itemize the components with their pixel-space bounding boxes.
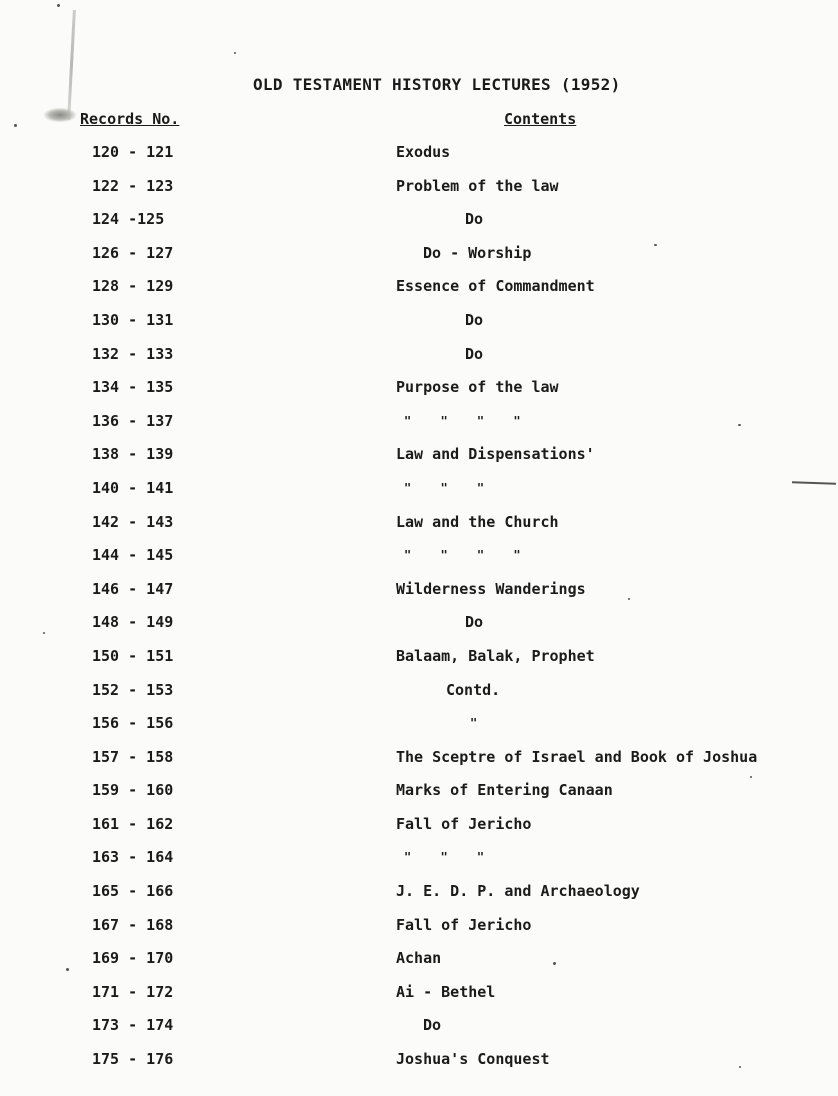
lecture-contents: " " " " bbox=[404, 548, 521, 563]
paper-speck bbox=[628, 598, 630, 600]
lecture-contents: Purpose of the law bbox=[396, 378, 559, 397]
lecture-contents: " " " bbox=[404, 850, 485, 865]
record-numbers: 159 - 160 bbox=[92, 781, 174, 800]
record-numbers: 152 - 153 bbox=[92, 680, 174, 699]
contents-column-header: Contents bbox=[504, 110, 577, 128]
list-item bbox=[0, 411, 838, 445]
list-item bbox=[0, 377, 838, 411]
record-numbers: 150 - 151 bbox=[92, 646, 174, 665]
lecture-contents: Achan bbox=[396, 949, 442, 968]
lecture-contents: Problem of the law bbox=[396, 176, 559, 195]
lecture-contents: Do bbox=[465, 310, 484, 329]
paper-speck bbox=[66, 968, 69, 971]
list-item bbox=[0, 545, 838, 579]
record-numbers: 169 - 170 bbox=[92, 949, 174, 968]
record-numbers: 130 - 131 bbox=[92, 310, 174, 329]
lecture-contents: Do bbox=[465, 613, 484, 632]
record-numbers: 148 - 149 bbox=[92, 613, 174, 632]
paper-speck bbox=[654, 244, 657, 246]
list-item bbox=[0, 1049, 838, 1083]
lecture-contents: The Sceptre of Israel and Book of Joshua bbox=[396, 747, 758, 766]
list-item bbox=[0, 276, 838, 310]
lecture-contents: Marks of Entering Canaan bbox=[396, 781, 613, 800]
list-item bbox=[0, 142, 838, 176]
record-numbers: 138 - 139 bbox=[92, 445, 174, 464]
record-numbers: 163 - 164 bbox=[92, 848, 174, 867]
lecture-contents: " " " bbox=[404, 480, 485, 495]
record-numbers: 126 - 127 bbox=[92, 243, 174, 262]
record-numbers: 171 - 172 bbox=[92, 982, 174, 1001]
list-item bbox=[0, 612, 838, 646]
lecture-contents: J. E. D. P. and Archaeology bbox=[396, 882, 640, 901]
lecture-contents: Fall of Jericho bbox=[396, 915, 532, 934]
lecture-contents: " " " " bbox=[404, 413, 521, 428]
lecture-contents: Contd. bbox=[446, 680, 501, 699]
ink-smudge bbox=[44, 108, 76, 122]
record-numbers: 120 - 121 bbox=[92, 143, 174, 161]
record-numbers: 132 - 133 bbox=[92, 344, 174, 363]
record-numbers: 165 - 166 bbox=[92, 882, 174, 901]
lecture-contents: Do - Worship bbox=[423, 243, 532, 262]
lecture-contents: Joshua's Conquest bbox=[396, 1050, 550, 1069]
list-item bbox=[0, 881, 838, 915]
paper-speck bbox=[43, 632, 45, 634]
list-item bbox=[0, 747, 838, 781]
record-numbers: 134 - 135 bbox=[92, 378, 174, 397]
list-item bbox=[0, 344, 838, 378]
paper-speck bbox=[553, 962, 556, 965]
record-numbers: 161 - 162 bbox=[92, 814, 174, 833]
list-item bbox=[0, 814, 838, 848]
lecture-contents: Essence of Commandment bbox=[396, 277, 595, 296]
list-item bbox=[0, 579, 838, 613]
paper-speck bbox=[738, 424, 741, 426]
lecture-contents: Exodus bbox=[396, 143, 451, 161]
list-item bbox=[0, 478, 838, 512]
lecture-contents: Wilderness Wanderings bbox=[396, 579, 586, 598]
records-column-header: Records No. bbox=[80, 110, 180, 128]
lecture-contents: Ai - Bethel bbox=[396, 982, 496, 1001]
lecture-contents: Fall of Jericho bbox=[396, 814, 532, 833]
lecture-list bbox=[0, 142, 838, 1083]
list-item bbox=[0, 847, 838, 881]
record-numbers: 124 -125 bbox=[92, 210, 165, 229]
lecture-contents: " bbox=[470, 716, 478, 731]
record-numbers: 128 - 129 bbox=[92, 277, 174, 296]
record-numbers: 136 - 137 bbox=[92, 411, 174, 430]
list-item bbox=[0, 948, 838, 982]
list-item bbox=[0, 310, 838, 344]
record-numbers: 173 - 174 bbox=[92, 1016, 174, 1035]
document-title: OLD TESTAMENT HISTORY LECTURES (1952) bbox=[253, 75, 621, 94]
list-item bbox=[0, 713, 838, 747]
list-item bbox=[0, 176, 838, 210]
paper-speck bbox=[739, 1066, 741, 1068]
list-item bbox=[0, 646, 838, 680]
record-numbers: 140 - 141 bbox=[92, 478, 174, 497]
record-numbers: 157 - 158 bbox=[92, 747, 174, 766]
list-item bbox=[0, 1015, 838, 1049]
list-item bbox=[0, 209, 838, 243]
lecture-contents: Law and the Church bbox=[396, 512, 559, 531]
list-item bbox=[0, 243, 838, 277]
paper-speck bbox=[57, 4, 60, 7]
record-numbers: 175 - 176 bbox=[92, 1050, 174, 1069]
list-item bbox=[0, 680, 838, 714]
record-numbers: 156 - 156 bbox=[92, 714, 174, 733]
lecture-contents: Do bbox=[423, 1016, 442, 1035]
record-numbers: 146 - 147 bbox=[92, 579, 174, 598]
paper-speck bbox=[750, 776, 752, 778]
list-item bbox=[0, 512, 838, 546]
lecture-contents: Balaam, Balak, Prophet bbox=[396, 646, 595, 665]
lecture-contents: Law and Dispensations' bbox=[396, 445, 595, 464]
paper-edge-mark bbox=[67, 10, 76, 120]
paper-speck bbox=[14, 124, 17, 127]
list-item bbox=[0, 915, 838, 949]
list-item bbox=[0, 444, 838, 478]
paper-speck bbox=[234, 52, 236, 54]
lecture-contents: Do bbox=[465, 210, 484, 229]
record-numbers: 122 - 123 bbox=[92, 176, 174, 195]
record-numbers: 167 - 168 bbox=[92, 915, 174, 934]
list-item bbox=[0, 982, 838, 1016]
record-numbers: 144 - 145 bbox=[92, 546, 174, 565]
list-item bbox=[0, 780, 838, 814]
record-numbers: 142 - 143 bbox=[92, 512, 174, 531]
lecture-contents: Do bbox=[465, 344, 484, 363]
